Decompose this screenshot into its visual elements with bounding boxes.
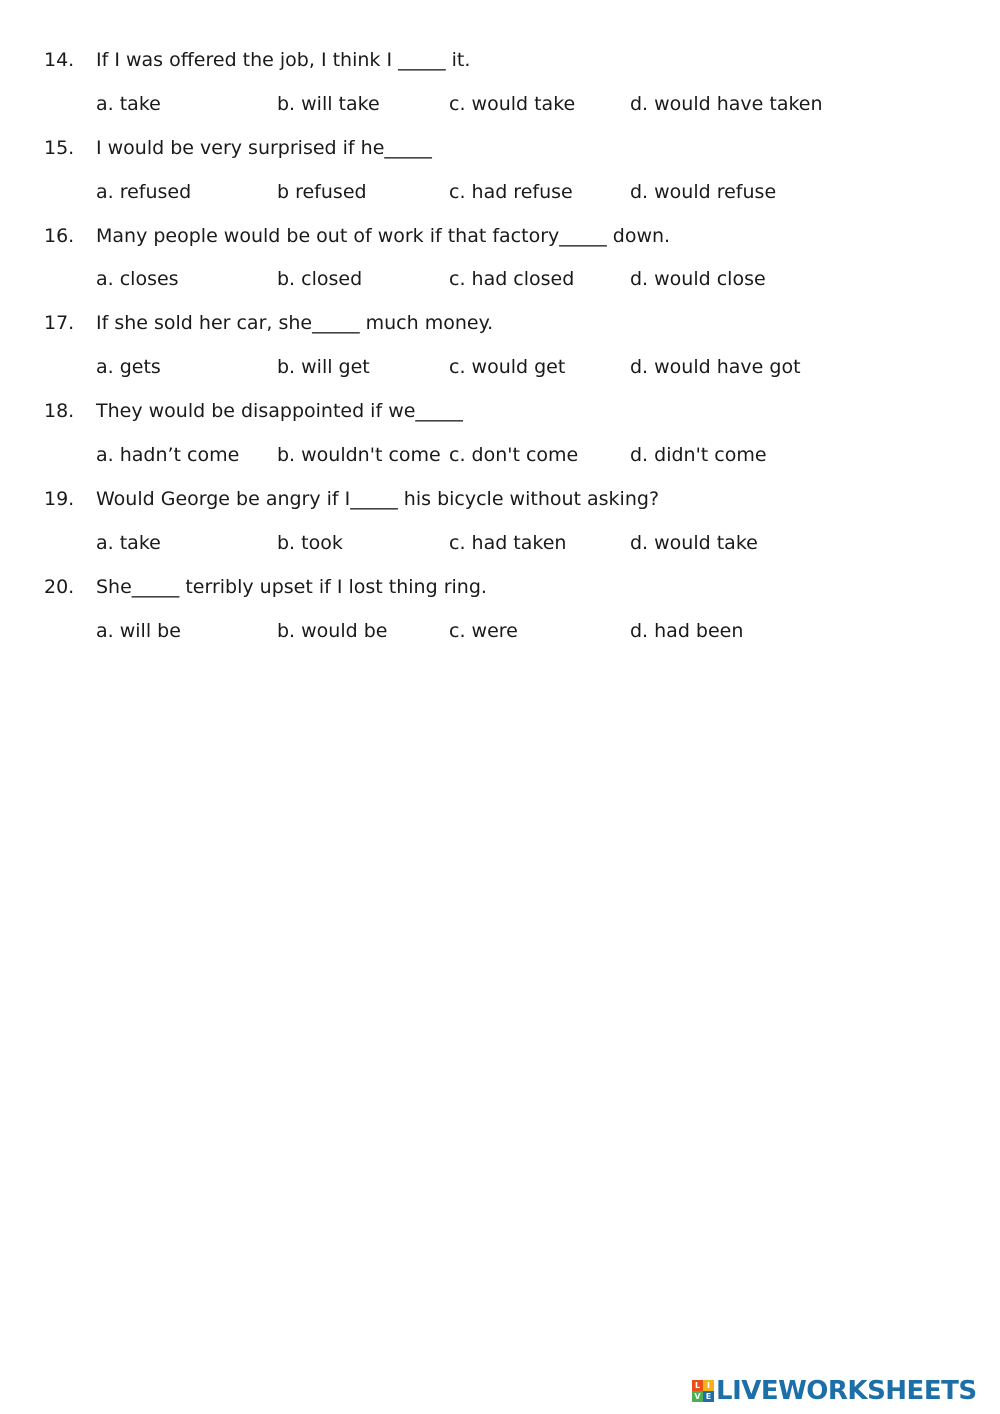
option-d[interactable]: d. would have taken — [630, 92, 823, 115]
liveworksheets-logo — [692, 1376, 977, 1406]
option-b[interactable]: b refused — [277, 180, 367, 203]
options-row — [44, 345, 944, 389]
options-row — [44, 521, 944, 565]
option-a[interactable]: a. take — [96, 92, 161, 115]
option-d[interactable]: d. had been — [630, 619, 744, 642]
option-a[interactable]: a. gets — [96, 356, 161, 379]
question-stem — [44, 477, 944, 521]
question-16 — [44, 214, 944, 302]
question-number: 18. — [44, 400, 75, 423]
option-d[interactable]: d. didn't come — [630, 444, 767, 467]
question-list — [44, 38, 944, 653]
question-stem — [44, 214, 944, 258]
question-text: If I was offered the job, I think I _____ it. — [96, 48, 471, 71]
option-a[interactable]: a. hadn’t come — [96, 444, 240, 467]
options-row — [44, 609, 944, 653]
option-c[interactable]: c. would take — [449, 92, 576, 115]
question-number: 15. — [44, 136, 75, 159]
option-c[interactable]: c. had refuse — [449, 180, 573, 203]
option-a[interactable]: a. will be — [96, 619, 181, 642]
question-text: She_____ terribly upset if I lost thing ring. — [96, 575, 487, 598]
logo-mark-icon: L I V E — [692, 1380, 714, 1402]
question-text: Many people would be out of work if that factory_____ down. — [96, 224, 671, 247]
options-row — [44, 433, 944, 477]
question-18 — [44, 389, 944, 477]
option-b[interactable]: b. wouldn't come — [277, 444, 441, 467]
question-17 — [44, 301, 944, 389]
question-19 — [44, 477, 944, 565]
question-number: 17. — [44, 312, 75, 335]
options-row — [44, 170, 944, 214]
question-stem — [44, 389, 944, 433]
question-15 — [44, 126, 944, 214]
option-d[interactable]: d. would refuse — [630, 180, 777, 203]
option-a[interactable]: a. closes — [96, 268, 179, 291]
option-a[interactable]: a. take — [96, 531, 161, 554]
option-c[interactable]: c. were — [449, 619, 518, 642]
logo-text: LIVEWORKSHEETS — [716, 1376, 977, 1406]
option-b[interactable]: b. took — [277, 531, 343, 554]
option-d[interactable]: d. would have got — [630, 356, 801, 379]
question-text: If she sold her car, she_____ much money. — [96, 312, 494, 335]
option-d[interactable]: d. would take — [630, 531, 758, 554]
option-b[interactable]: b. will take — [277, 92, 380, 115]
option-c[interactable]: c. don't come — [449, 444, 579, 467]
question-text: I would be very surprised if he_____ — [96, 136, 432, 159]
question-number: 14. — [44, 48, 75, 71]
options-row — [44, 82, 944, 126]
question-stem — [44, 126, 944, 170]
question-number: 16. — [44, 224, 75, 247]
option-b[interactable]: b. closed — [277, 268, 363, 291]
question-stem — [44, 565, 944, 609]
question-number: 20. — [44, 575, 75, 598]
option-c[interactable]: c. had closed — [449, 268, 575, 291]
option-b[interactable]: b. would be — [277, 619, 388, 642]
question-stem — [44, 301, 944, 345]
option-d[interactable]: d. would close — [630, 268, 766, 291]
question-text: They would be disappointed if we_____ — [96, 400, 463, 423]
question-20 — [44, 565, 944, 653]
option-c[interactable]: c. had taken — [449, 531, 567, 554]
option-a[interactable]: a. refused — [96, 180, 192, 203]
question-number: 19. — [44, 487, 75, 510]
options-row — [44, 257, 944, 301]
question-text: Would George be angry if I_____ his bicycle without asking? — [96, 487, 660, 510]
question-stem — [44, 38, 944, 82]
option-c[interactable]: c. would get — [449, 356, 566, 379]
option-b[interactable]: b. will get — [277, 356, 370, 379]
question-14 — [44, 38, 944, 126]
